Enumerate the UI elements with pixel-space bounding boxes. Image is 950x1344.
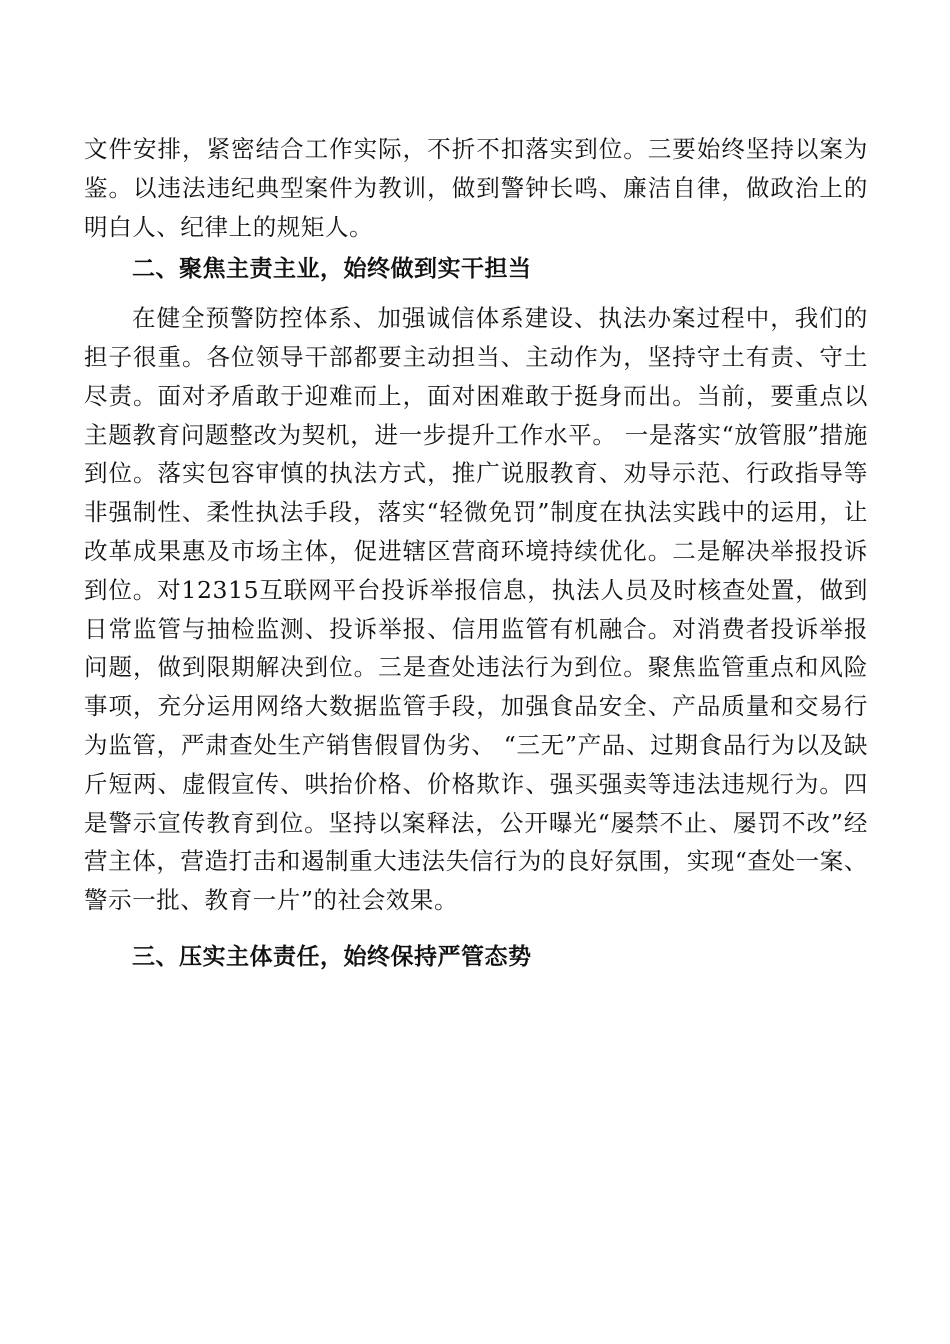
section-heading-3: 三、压实主体责任，始终保持严管态势 [132, 943, 532, 970]
paragraph-continued: 文件安排，紧密结合工作实际，不折不扣落实到位。三要始终坚持以案为鉴。以违法违纪典型案件为教训，做到警钟长鸣、廉洁自律，做政治上的明白人、纪律上的规矩人。 [84, 135, 868, 241]
section-heading-2: 二、聚焦主责主业，始终做到实干担当 [132, 256, 532, 283]
section-heading-wrapper [84, 938, 868, 977]
document-body [84, 130, 868, 977]
paragraph-section-2: 在健全预警防控体系、加强诚信体系建设、执法办案过程中，我们的担子很重。各位领导干部都要主动担当、主动作为，坚持守土有责、守土尽责。面对矛盾敢于迎难而上，面对困难敢于挺身而出。当前，要重点以主题教育问题整改为契机，进一步提升工作水平。 一是落实“放管服”措施到位。落实包容审慎的执法方式，推广说服教育、劝导示范、行政指导等非强制性、柔性执法手段，落实“轻微免罚”制度在执法实践中的运用，让改革成果惠及市场主体，促进辖区营商环境持续优化。二是解决举报投诉到位。对12315互联网平台投诉举报信息，执法人员及时核查处置，做到日常监管与抽检监测、投诉举报、信用监管有机融合。对消费者投诉举报问题，做到限期解决到位。三是查处违法行为到位。聚焦监管重点和风险事项，充分运用网络大数据监管手段，加强食品安全、产品质量和交易行为监管，严肃查处生产销售假冒伪劣、 “三无”产品、过期食品行为以及缺斤短两、虚假宣传、哄抬价格、价格欺诈、强买强卖等违法违规行为。四是警示宣传教育到位。坚持以案释法，公开曝光“屡禁不止、屡罚不改”经营主体，营造打击和遏制重大违法失信行为的良好氛围，实现“查处一案、警示一批、教育一片”的社会效果。 [84, 304, 868, 915]
section-heading-wrapper [84, 250, 868, 289]
